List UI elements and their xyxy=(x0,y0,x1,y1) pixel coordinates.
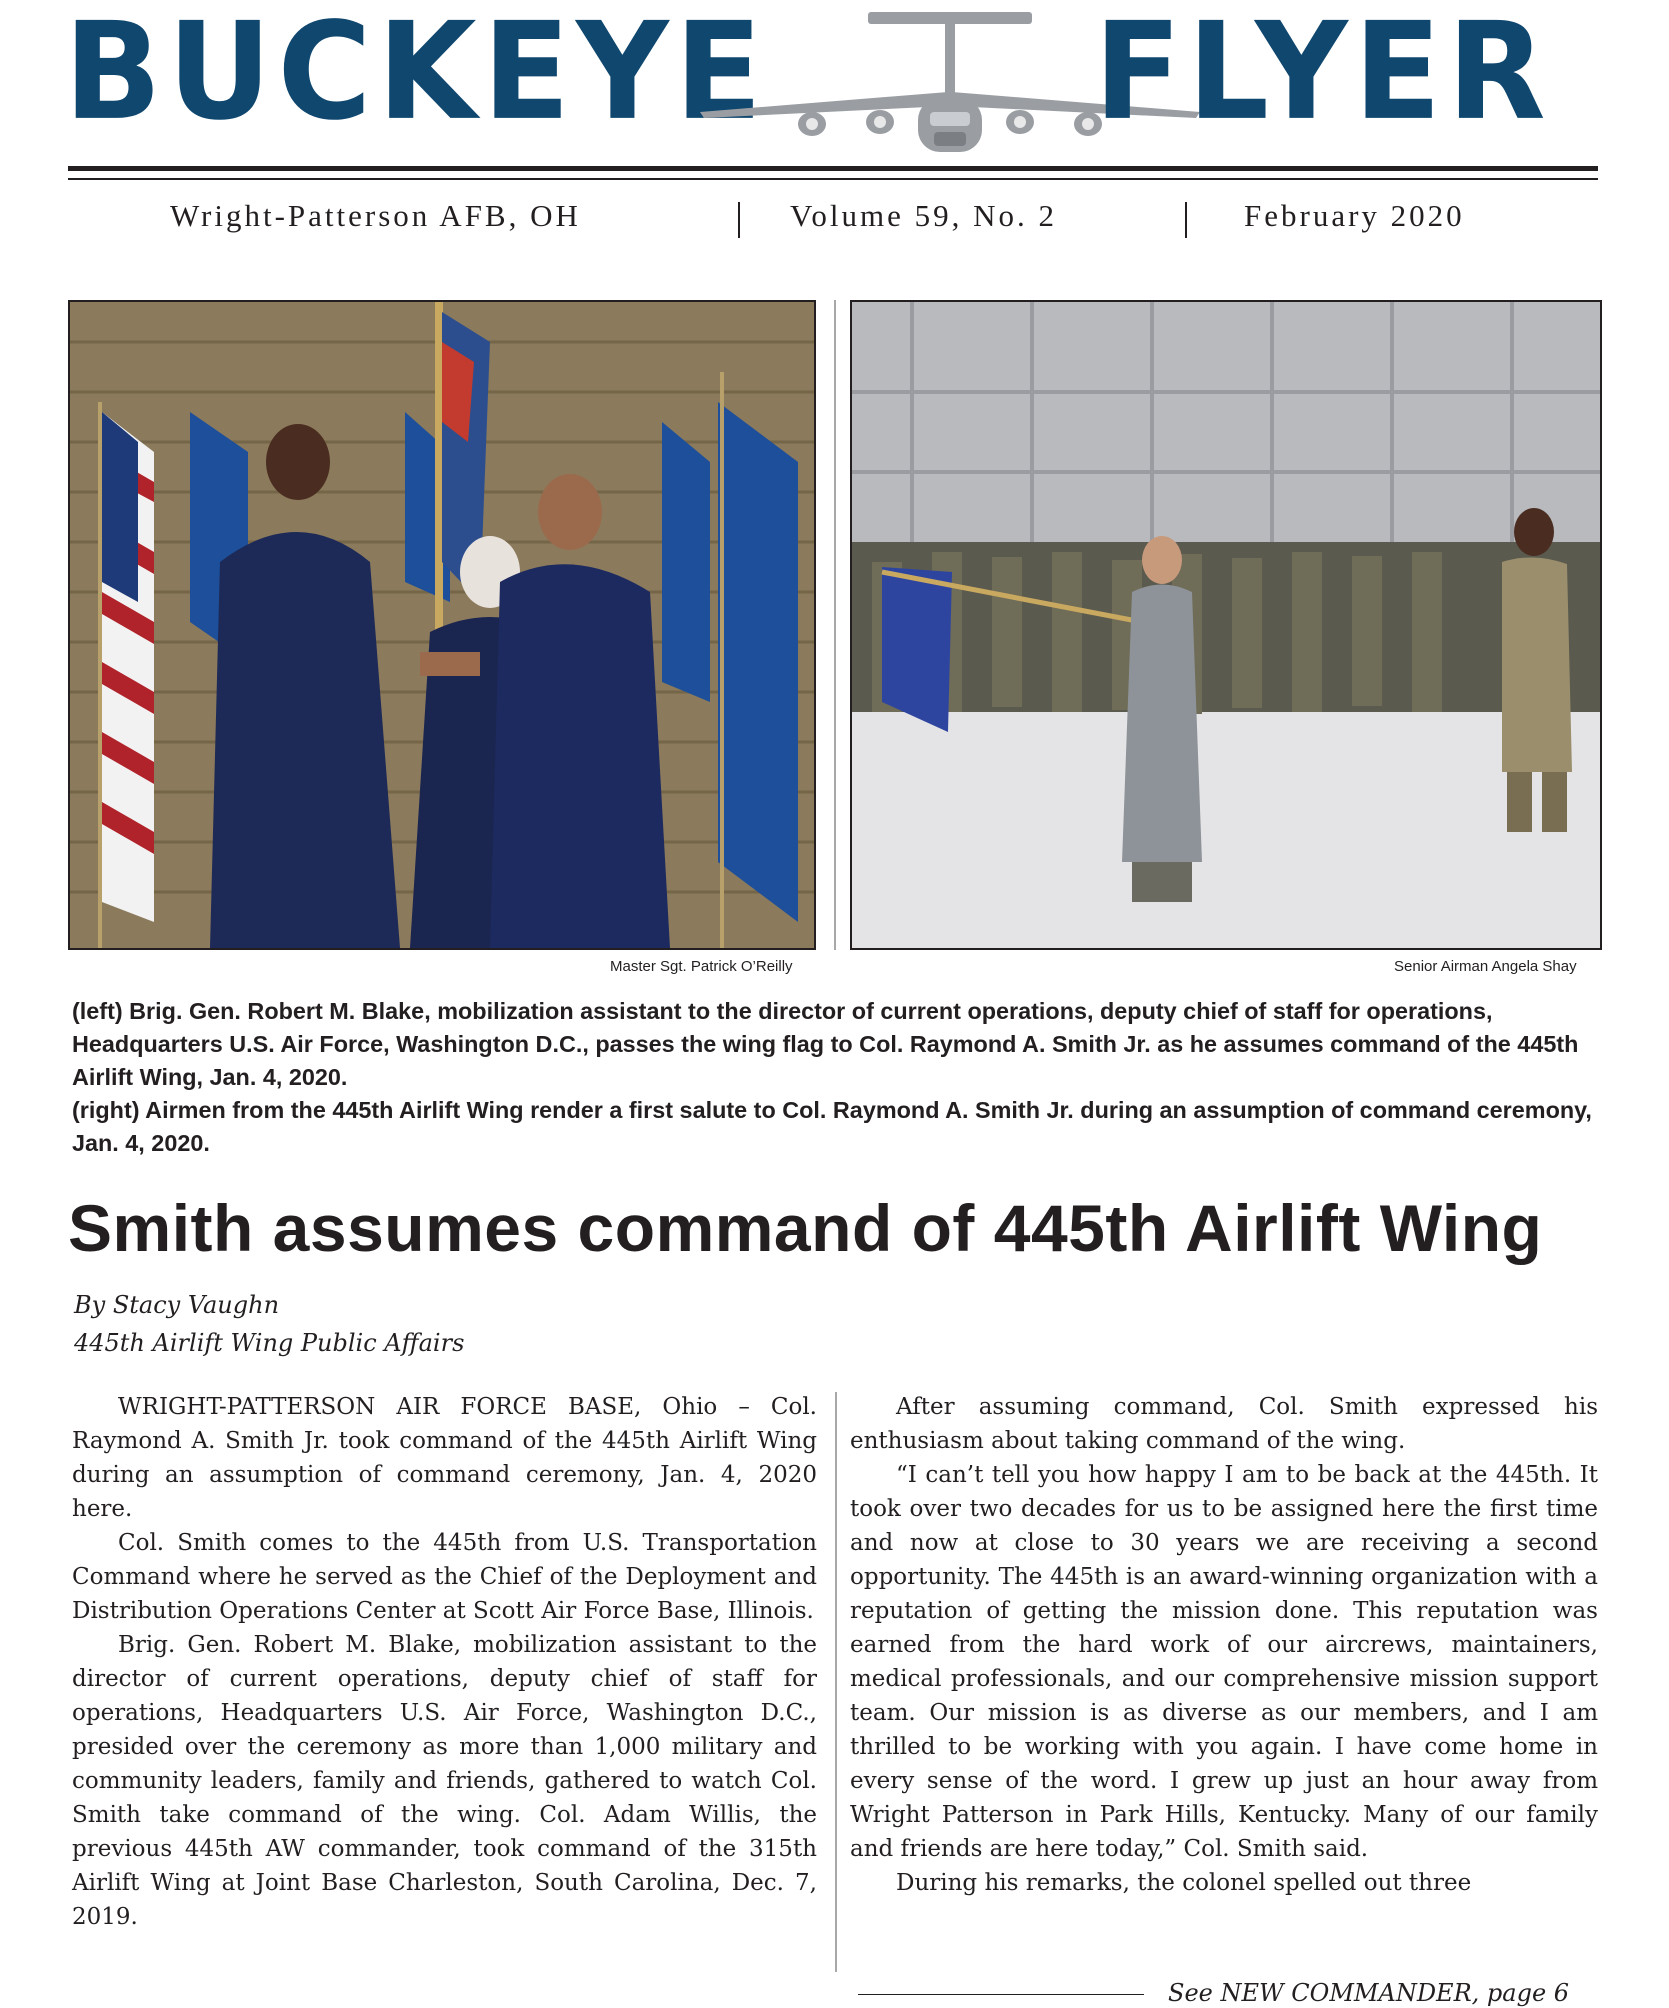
caption-left: (left) Brig. Gen. Robert M. Blake, mobilization assistant to the director of current operations, deputy chief of staff for operations, Headquarters U.S. Air Force, Washington D.C., passes the wing flag to Col. Raymond A. Smith Jr. as he assumes command of the 445th Airlift Wing, Jan. 4, 2020. xyxy=(72,998,1579,1090)
article-column-left xyxy=(72,1390,817,1934)
article-headline: Smith assumes command of 445th Airlift Wing xyxy=(68,1191,1543,1265)
byline-author: By Stacy Vaughn xyxy=(74,1291,280,1319)
article-paragraph: Col. Smith comes to the 445th from U.S. Transportation Command where he served as the Chief of the Deployment and Distribution Operations Center at Scott Air Force Base, Illinois. xyxy=(72,1530,817,1624)
photo-first-salute xyxy=(850,300,1602,950)
article-paragraph: After assuming command, Col. Smith expressed his enthusiasm about taking command of the wing. xyxy=(850,1394,1598,1454)
photo-change-of-command xyxy=(68,300,816,950)
dateline-location: Wright-Patterson AFB, OH xyxy=(170,198,581,233)
masthead-rule-thin xyxy=(68,178,1598,180)
photo-credit-left: Master Sgt. Patrick O’Reilly xyxy=(610,958,793,975)
byline-organization: 445th Airlift Wing Public Affairs xyxy=(74,1329,465,1357)
article-paragraph: Brig. Gen. Robert M. Blake, mobilization assistant to the director of current operations, deputy chief of staff for operations, Headquarters U.S. Air Force, Washington D.C., presided over the ceremony as more than 1,000 military and community leaders, family and friends, gathered to watch Col. Smith take command of the wing. Col. Adam Willis, the previous 445th AW commander, took command of the 315th Airlift Wing at Joint Base Charleston, South Carolina, Dec. 7, 2019. xyxy=(72,1632,817,1930)
masthead xyxy=(0,0,1669,160)
photo-caption xyxy=(72,995,1602,1160)
jump-rule xyxy=(858,1994,1144,1995)
article-column-right xyxy=(850,1390,1598,1900)
column-divider xyxy=(835,1392,837,1972)
masthead-title-right: FLYER xyxy=(1094,0,1552,151)
article-paragraph: WRIGHT-PATTERSON AIR FORCE BASE, Ohio – Col. Raymond A. Smith Jr. took command of the 445th Airlift Wing during an assumption of command ceremony, Jan. 4, 2020 here. xyxy=(72,1394,817,1522)
masthead-title-left: BUCKEYE xyxy=(64,0,769,151)
masthead-rule-thick xyxy=(68,166,1598,171)
dateline xyxy=(0,198,1669,244)
dateline-separator xyxy=(1185,202,1187,238)
article-paragraph: “I can’t tell you how happy I am to be back at the 445th. It took over two decades for us to be assigned here the first time and now at close to 30 years we are receiving a second opportunity. The 445th is an award-winning organization with a reputation of getting the mission done. This reputation was earned from the hard work of our aircrews, maintainers, medical professionals, and our comprehensive mission support team. Our mission is as diverse as our members, and I am thrilled to be working with you again. I have come home in every sense of the word. I grew up just an hour away from Wright Patterson in Park Hills, Kentucky. Many of our family and friends are here today,” Col. Smith said. xyxy=(850,1462,1598,1862)
byline xyxy=(74,1286,464,1362)
dateline-volume: Volume 59, No. 2 xyxy=(790,198,1058,233)
dateline-separator xyxy=(738,202,740,238)
continued-jump-line[interactable]: See NEW COMMANDER, page 6 xyxy=(1168,1979,1570,2007)
photo-divider xyxy=(834,300,836,950)
article-paragraph: During his remarks, the colonel spelled out three xyxy=(896,1870,1472,1896)
caption-right: (right) Airmen from the 445th Airlift Wing render a first salute to Col. Raymond A. Smith Jr. during an assumption of command ceremony, Jan. 4, 2020. xyxy=(72,1097,1592,1156)
dateline-date: February 2020 xyxy=(1244,198,1465,233)
photo-credit-right: Senior Airman Angela Shay xyxy=(1394,958,1577,975)
